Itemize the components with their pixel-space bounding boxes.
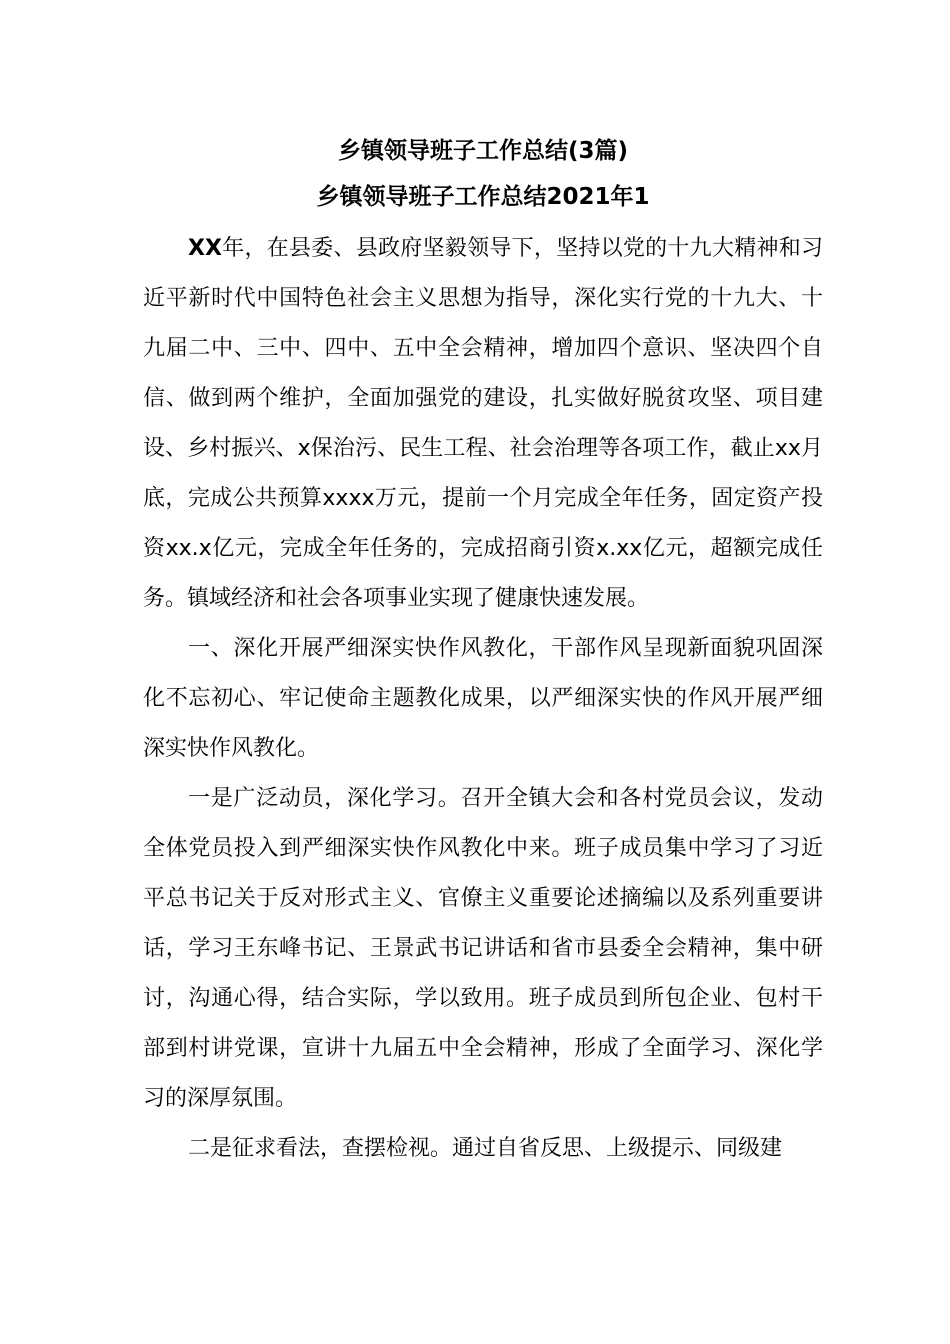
document-page <box>143 128 823 1174</box>
paragraph-1 <box>143 224 823 624</box>
document-subtitle: 乡镇领导班子工作总结2021年1 <box>316 184 650 210</box>
paragraph-3: 一是广泛动员，深化学习。召开全镇大会和各村党员会议，发动全体党员投入到严细深实快作风教化中来。班子成员集中学习了习近平总书记关于反对形式主义、官僚主义重要论述摘编以及系列重要讲话，学习王东峰书记、王景武书记讲话和省市县委全会精神，集中研讨，沟通心得，结合实际，学以致用。班子成员到所包企业、包村干部到村讲党课，宣讲十九届五中全会精神，形成了全面学习、深化学习的深厚氛围。 <box>143 786 823 1111</box>
paragraph-2: 一、深化开展严细深实快作风教化，干部作风呈现新面貌巩固深化不忘初心、牢记使命主题教化成果，以严细深实快的作风开展严细深实快作风教化。 <box>143 636 823 761</box>
paragraph-1-text: 年，在县委、县政府坚毅领导下，坚持以党的十九大精神和习近平新时代中国特色社会主义思想为指导，深化实行党的十九大、十九届二中、三中、四中、五中全会精神，增加四个意识、坚决四个自信、做到两个维护，全面加强党的建设，扎实做好脱贫攻坚、项目建设、乡村振兴、x保治污、民生工程、社会治理等各项工作，截止xx月底，完成公共预算xxxx万元，提前一个月完成全年任务，固定资产投资xx.x亿元，完成全年任务的，完成招商引资x.xx亿元，超额完成任务。镇域经济和社会各项事业实现了健康快速发展。 <box>143 236 823 611</box>
paragraph-1-lead: XX <box>188 236 222 261</box>
paragraph-4: 二是征求看法，查摆检视。通过自省反思、上级提示、同级建 <box>188 1136 783 1161</box>
document-title: 乡镇领导班子工作总结(3篇) <box>337 138 629 164</box>
